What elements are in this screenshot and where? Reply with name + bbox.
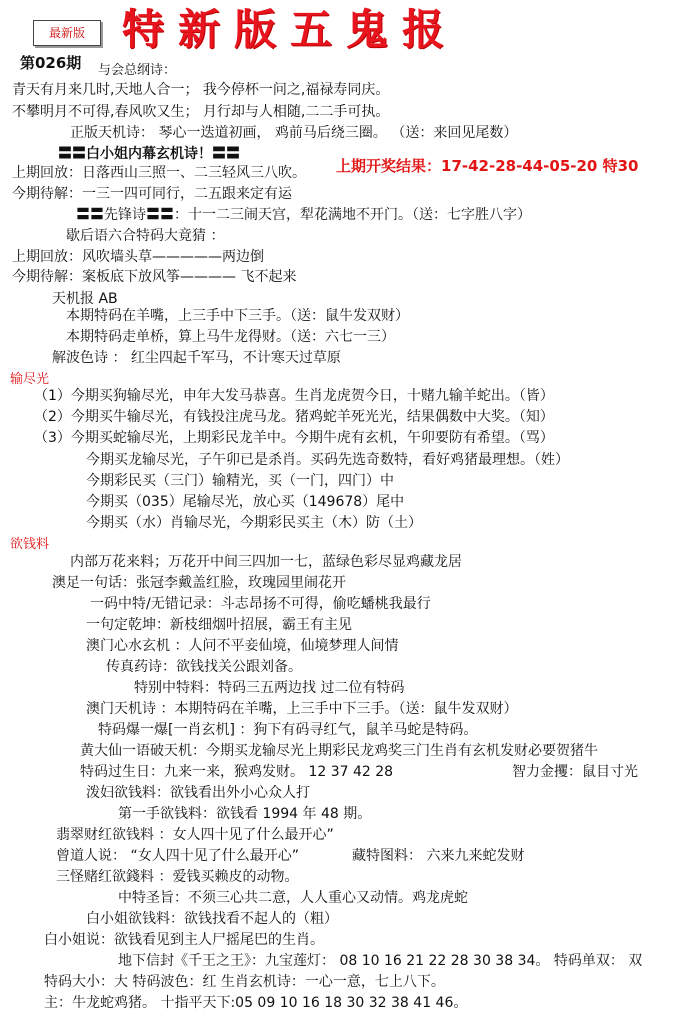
verse-line: 今期待解：一三一四可同行，二五跟来定有运 [12, 186, 292, 202]
section-heading: 欲钱料 [10, 537, 50, 552]
verse-line: 白小姐欲钱料：欲钱找看不起人的（粗） [86, 911, 338, 927]
verse-line: 白小姐说：欲钱看见到主人尸摇尾巴的生肖。 [44, 932, 324, 948]
verse-line: 〓〓先锋诗〓〓：十一二三闹天宫，犁花满地不开门。（送：七字胜八字） [76, 207, 531, 223]
verse-line: 一句定乾坤：新枝细烟叶招展，霸王有主见 [86, 617, 352, 633]
verse-line: 特码过生日：九来一来，猴鸡发财。 12 37 42 28 [80, 764, 394, 780]
verse-line: 翡翠财红欲钱料 ：女人四十见了什么最开心” [56, 827, 334, 843]
verse-line: （1）今期买狗输尽光，申年大发马恭喜。生肖龙虎贺今日，十赌九输羊蛇出。（皆） [34, 388, 554, 404]
verse-line: 今期买（035）尾输尽光，放心买（149678）尾中 [86, 494, 405, 510]
latest-version-badge: 最新版 [33, 20, 101, 46]
verse-line: 泼妇欲钱料：欲钱看出外小心众人打 [86, 785, 310, 801]
verse-line: 曾道人说： “女人四十见了什么最开心” [56, 848, 299, 864]
verse-line: 今期彩民买（三门）输精光，买（一门，四门）中 [86, 473, 394, 489]
verse-line: 黄大仙一语破天机：今期买龙输尽光上期彩民龙鸡奖三门生肖有玄机发财必要贺猪牛 [80, 743, 598, 759]
verse-line: 上期回放：风吹墙头草—————两边倒 [12, 249, 264, 265]
verse-line: （3）今期买蛇输尽光，上期彩民龙羊中。今期牛虎有玄机，午卯要防有希望。（骂） [34, 430, 554, 446]
verse-line: 不攀明月不可得,春风吹又生； 月行却与人相随,二二手可执。 [12, 104, 390, 120]
verse-line: 上期回放：日落西山三照一、二三轻风三八吹。 [12, 165, 306, 181]
verse-line: 主：牛龙蛇鸡猪。 十指平天下:05 09 10 16 18 30 32 38 41 46。 [44, 995, 468, 1011]
verse-line: 本期特码走单桥，算上马牛龙得财。（送：六七一三） [66, 329, 395, 345]
verse-line: 歇后语六合特码大竟猜 ： [66, 228, 225, 244]
verse-line: 青天有月来几时,天地人合一； 我今停杯一问之,福禄寿同庆。 [12, 82, 390, 98]
verse-line: 第一手欲钱料：欲钱看 1994 年 48 期。 [118, 806, 372, 822]
verse-line: 解波色诗 ： 红尘四起千军马，不计寒天过草原 [52, 350, 341, 366]
verse-header: 与会总纲诗： [98, 63, 177, 78]
verse-line: 藏特图料： 六来九来蛇发财 [352, 848, 525, 864]
newspaper-title: 特新版五鬼报 [122, 5, 459, 54]
verse-line: 三怪赌红欲錢料 ：爱钱买赖皮的动物。 [56, 869, 299, 885]
verse-line: 澳门天机诗 ：本期特码在羊嘴，上三手中下三手。（送：鼠牛发双财） [86, 701, 518, 717]
verse-line: 智力金攫：鼠目寸光 [512, 764, 638, 780]
verse-line: （2）今期买牛输尽光，有钱投注虎马龙。猪鸡蛇羊死光光，结果偶数中大奖。（知） [34, 409, 554, 425]
verse-line: 本期特码在羊嘴，上三手中下三手。（送：鼠牛发双财） [66, 308, 409, 324]
verse-line: 今期买龙输尽光，子午卯已是杀肖。买码先选奇数特，看好鸡猪最理想。（姓） [86, 452, 569, 468]
verse-line: 今期待解：案板底下放风筝———— 飞不起来 [12, 269, 297, 285]
verse-line: 内部万花来料；万花开中间三四加一七，蓝绿色彩尽显鸡藏龙居 [70, 554, 462, 570]
verse-line: 澳足一句话：张冠李戴盖红脸，玫瑰园里闹花开 [52, 575, 346, 591]
verse-line: 正版天机诗： 琴心一迭道初画， 鸡前马后绕三圈。 （送：来回见尾数） [70, 125, 518, 141]
issue-number: 第026期 [20, 54, 82, 72]
verse-line: 传真药诗：欲钱找关公跟刘备。 [106, 659, 302, 675]
verse-line: 〓〓白小姐内幕玄机诗！〓〓 [58, 146, 240, 162]
verse-line: 地下信封《千王之王》：九宝莲灯： 08 10 16 21 22 28 30 38 34。 特码单双： 双 [118, 953, 643, 969]
verse-line: 天机报 AB [52, 291, 118, 307]
latest-draw-result: 上期开奖结果：17-42-28-44-05-20 特30 [336, 157, 639, 175]
verse-line: 特别中特料：特码三五两边找 过二位有特码 [134, 680, 405, 696]
verse-line: 特码大小：大 特码波色：红 生肖玄机诗：一心一意，七上八下。 [44, 974, 445, 990]
verse-line: 澳门心水玄机 ：人问不平妾仙境，仙境梦理人间情 [86, 638, 399, 654]
verse-line: 今期买（水）肖输尽光，今期彩民买主（木）防（土） [86, 515, 422, 531]
section-heading: 输尽光 [10, 372, 50, 387]
verse-line: 一码中特/无错记录：斗志昂扬不可得，偷吃蟠桃我最行 [90, 596, 431, 612]
verse-line: 特码爆一爆[一肖玄机] ：狗下有码寻红气，鼠羊马蛇是特码。 [98, 722, 478, 738]
verse-line: 中特圣旨：不须三心共二意，人人重心又动情。鸡龙虎蛇 [118, 890, 468, 906]
